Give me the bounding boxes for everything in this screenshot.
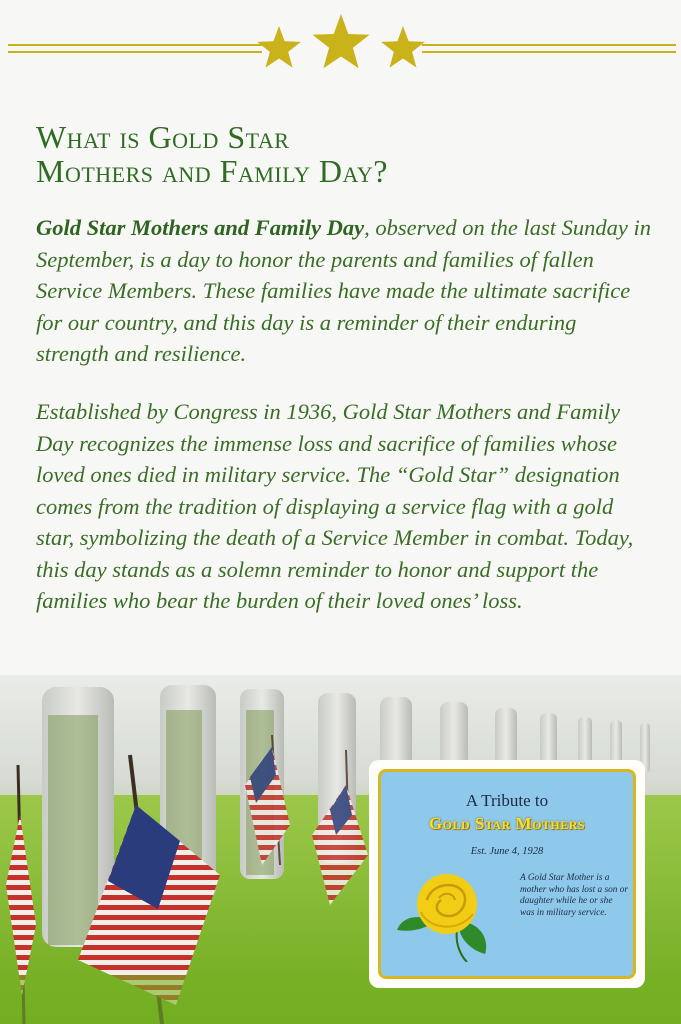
- star-icon: [257, 26, 301, 68]
- intro-rest: , observed on the last Sunday in September, is a day to honor the parents and families of fallen Service Members. These families have made the ultimate sacrifice for our country, and this day is a reminder of their enduring strength and resilience.: [36, 215, 652, 366]
- tribute-card: [369, 760, 645, 988]
- history-paragraph: Established by Congress in 1936, Gold Star Mothers and Family Day recognizes the immense loss and sacrifice of families whose loved ones died in military service. The “Gold Star” designation comes from the tradition of displaying a service flag with a gold star, symbolizing the death of a Service Member in combat. Today, this day stands as a solemn reminder to honor and support the families who bear the burden of their loved ones’ loss.: [36, 399, 634, 613]
- tribute-heading: A Tribute to: [465, 791, 549, 810]
- tribute-title: Gold Star Mothers: [428, 814, 586, 833]
- gold-star-divider: [0, 0, 681, 90]
- title-line-2: Mothers and Family Day?: [36, 153, 388, 189]
- tribute-established: Est. June 4, 1928: [470, 846, 544, 857]
- intro-lead: Gold Star Mothers and Family Day: [36, 215, 365, 240]
- title-line-1: What is Gold Star: [36, 119, 290, 155]
- intro-paragraph: [36, 212, 651, 370]
- tribute-card-inner: [378, 769, 636, 979]
- star-icon: [313, 14, 370, 68]
- yellow-rose-icon: [397, 870, 497, 962]
- star-icon: [381, 26, 425, 68]
- page-title: [36, 120, 636, 188]
- tribute-description: A Gold Star Mother is a mother who has lost a son or daughter while he or she was in military service.: [520, 873, 628, 918]
